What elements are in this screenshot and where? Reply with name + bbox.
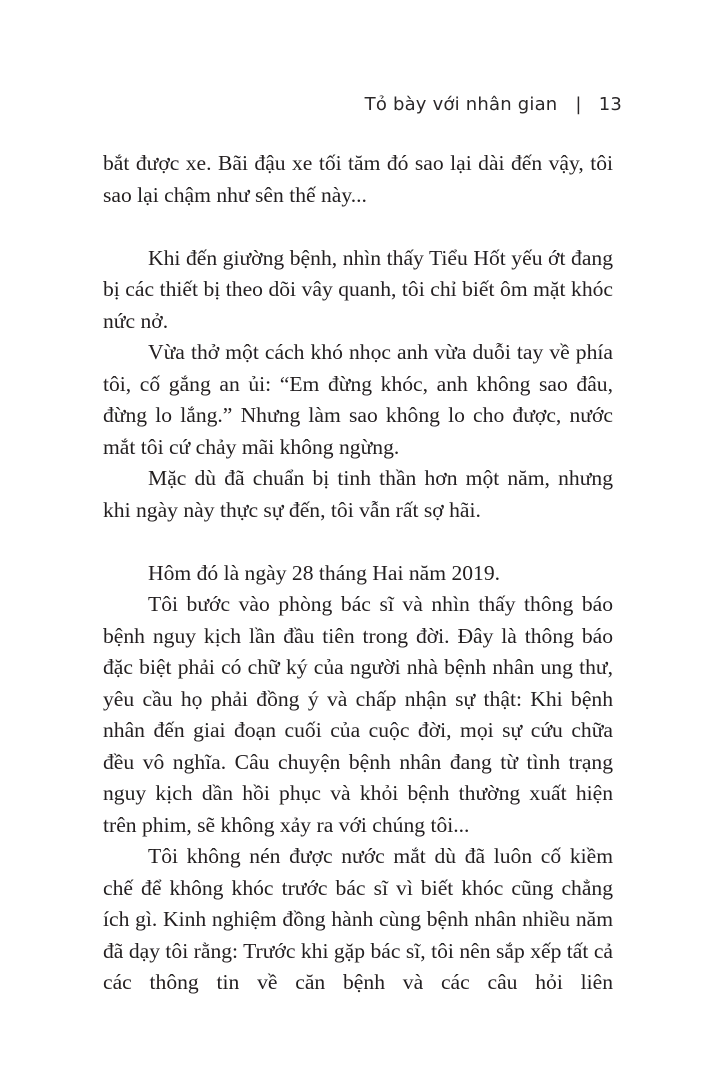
running-header <box>365 94 622 115</box>
section-gap <box>103 211 613 243</box>
section-gap <box>103 526 613 558</box>
page-body <box>103 148 613 999</box>
paragraph: Khi đến giường bệnh, nhìn thấy Tiểu Hốt yếu ớt đang bị các thiết bị theo dõi vây quanh, tôi chỉ biết ôm mặt khóc nức nở. <box>103 245 613 333</box>
page-number: 13 <box>598 94 622 115</box>
paragraph-continuation: bắt được xe. Bãi đậu xe tối tăm đó sao lại dài đến vậy, tôi sao lại chậm như sên thế này... <box>103 151 613 207</box>
paragraph: Vừa thở một cách khó nhọc anh vừa duỗi tay về phía tôi, cố gắng an ủi: “Em đừng khóc, anh không sao đâu, đừng lo lắng.” Nhưng làm sao không lo cho được, nước mắt tôi cứ chảy mãi không ngừng. <box>103 340 613 459</box>
paragraph: Tôi bước vào phòng bác sĩ và nhìn thấy thông báo bệnh nguy kịch lần đầu tiên trong đời. Đây là thông báo đặc biệt phải có chữ ký của người nhà bệnh nhân ung thư, yêu cầu họ phải đồng ý và chấp nhận sự thật: Khi bệnh nhân đến giai đoạn cuối của cuộc đời, mọi sự cứu chữa đều vô nghĩa. Câu chuyện bệnh nhân đang từ tình trạng nguy kịch dần hồi phục và khỏi bệnh thường xuất hiện trên phim, sẽ không xảy ra với chúng tôi... <box>103 592 613 837</box>
paragraph: Mặc dù đã chuẩn bị tinh thần hơn một năm, nhưng khi ngày này thực sự đến, tôi vẫn rất sợ hãi. <box>103 466 613 522</box>
paragraph-continues: Tôi không nén được nước mắt dù đã luôn cố kiềm chế để không khóc trước bác sĩ vì biết khóc cũng chẳng ích gì. Kinh nghiệm đồng hành cùng bệnh nhân nhiều năm đã dạy tôi rằng: Trước khi gặp bác sĩ, tôi nên sắp xếp tất cả các thông tin về căn bệnh và các câu hỏi liên <box>103 844 613 994</box>
running-title: Tỏ bày với nhân gian <box>364 94 558 115</box>
header-separator: | <box>575 94 582 115</box>
paragraph: Hôm đó là ngày 28 tháng Hai năm 2019. <box>148 560 501 585</box>
